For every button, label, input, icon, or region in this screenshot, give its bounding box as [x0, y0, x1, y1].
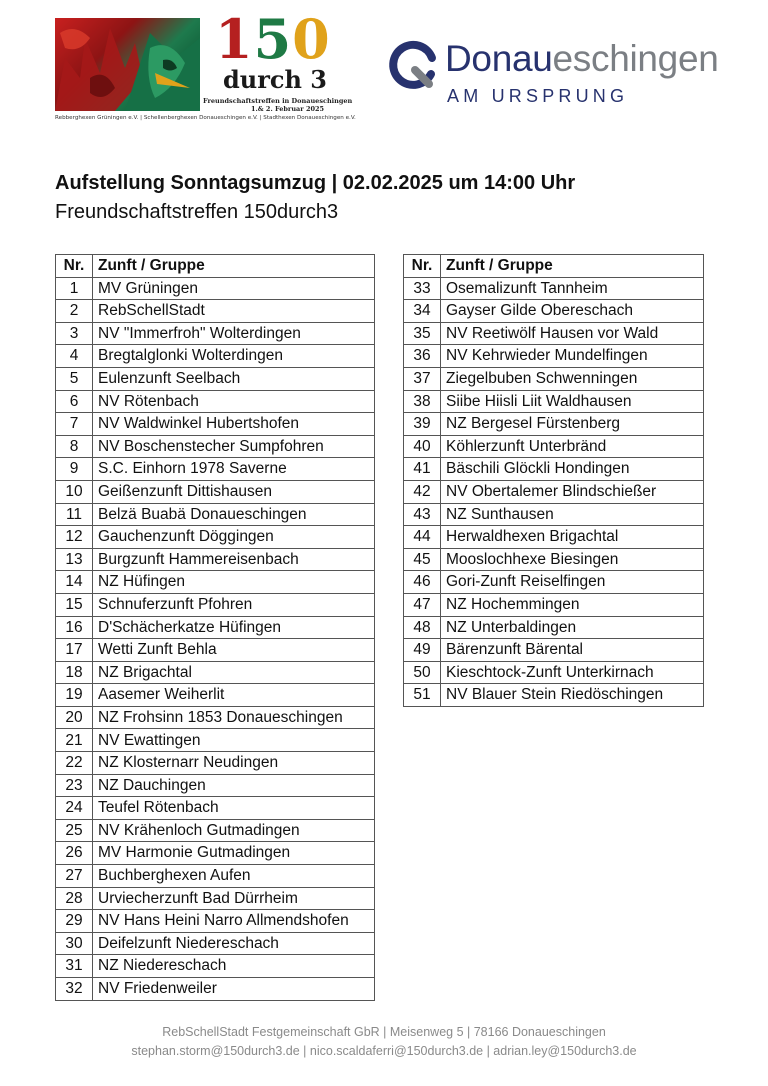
page-subtitle: Freundschaftstreffen 150durch3 [55, 201, 339, 223]
row-number: 25 [56, 819, 93, 842]
digit-1: 1 [215, 7, 254, 71]
table-row [56, 865, 375, 888]
city-tagline: AM URSPRUNG [447, 86, 629, 106]
row-group-name: NZ Sunthausen [441, 503, 704, 526]
row-group-name: NZ Niedereschach [93, 955, 375, 978]
table-row [56, 548, 375, 571]
row-number: 19 [56, 684, 93, 707]
row-number: 7 [56, 413, 93, 436]
row-number: 29 [56, 910, 93, 933]
table-row [404, 322, 704, 345]
row-number: 1 [56, 277, 93, 300]
row-number: 14 [56, 571, 93, 594]
lineup-table-left [55, 254, 375, 1001]
table-row [56, 277, 375, 300]
table-row [56, 458, 375, 481]
table-row [56, 661, 375, 684]
row-number: 38 [404, 390, 441, 413]
table-row [56, 932, 375, 955]
row-number: 30 [56, 932, 93, 955]
row-number: 51 [404, 684, 441, 707]
table-row [404, 277, 704, 300]
table-row [56, 684, 375, 707]
row-group-name: Aasemer Weiherlit [93, 684, 375, 707]
table-row [56, 797, 375, 820]
table-row [404, 367, 704, 390]
row-group-name: NV Friedenweiler [93, 978, 375, 1001]
row-group-name: RebSchellStadt [93, 300, 375, 323]
table-row [404, 345, 704, 368]
table-row [56, 910, 375, 933]
row-number: 43 [404, 503, 441, 526]
row-group-name: NZ Dauchingen [93, 774, 375, 797]
organizing-clubs: Rebberghexen Grüningen e.V. | Schellenberghexen Donaueschingen e.V. | Stadthexen Donaueschingen e.V. [55, 115, 356, 121]
table-row [56, 593, 375, 616]
row-group-name: S.C. Einhorn 1978 Saverne [93, 458, 375, 481]
table-row [56, 729, 375, 752]
table-row [56, 345, 375, 368]
table-header-row [56, 255, 375, 278]
row-number: 50 [404, 661, 441, 684]
row-number: 11 [56, 503, 93, 526]
table-row [404, 571, 704, 594]
row-group-name: NV Waldwinkel Hubertshofen [93, 413, 375, 436]
table-row [404, 548, 704, 571]
table-row [56, 571, 375, 594]
row-group-name: Bäschili Glöckli Hondingen [441, 458, 704, 481]
row-number: 27 [56, 865, 93, 888]
row-number: 23 [56, 774, 93, 797]
row-number: 32 [56, 978, 93, 1001]
row-group-name: NV Boschenstecher Sumpfohren [93, 435, 375, 458]
row-group-name: NZ Hochemmingen [441, 593, 704, 616]
logo-subtitle-line1: Freundschaftstreffen in Donaueschingen [203, 97, 353, 105]
row-group-name: Burgzunft Hammereisenbach [93, 548, 375, 571]
row-group-name: NV Ewattingen [93, 729, 375, 752]
row-group-name: NV Obertalemer Blindschießer [441, 480, 704, 503]
page-title: Aufstellung Sonntagsumzug | 02.02.2025 um 14:00 Uhr [55, 172, 576, 194]
footer-address: RebSchellStadt Festgemeinschaft GbR | Meisenweg 5 | 78166 Donaueschingen [162, 1025, 606, 1039]
row-group-name: Bärenzunft Bärental [441, 639, 704, 662]
row-number: 44 [404, 526, 441, 549]
row-number: 21 [56, 729, 93, 752]
column-header-group: Zunft / Gruppe [93, 255, 375, 278]
row-number: 26 [56, 842, 93, 865]
row-group-name: Mooslochhexe Biesingen [441, 548, 704, 571]
row-group-name: Eulenzunft Seelbach [93, 367, 375, 390]
digit-0: 0 [292, 7, 331, 71]
row-group-name: NV "Immerfroh" Wolterdingen [93, 322, 375, 345]
table-row [404, 639, 704, 662]
row-number: 45 [404, 548, 441, 571]
logo-subtitle-line2: 1.& 2. Februar 2025 [251, 105, 325, 113]
table-header-row [404, 255, 704, 278]
table-row [56, 367, 375, 390]
city-logo [385, 36, 725, 111]
row-group-name: Buchberghexen Aufen [93, 865, 375, 888]
row-number: 8 [56, 435, 93, 458]
logo-number-150 [215, 7, 331, 71]
row-group-name: Wetti Zunft Behla [93, 639, 375, 662]
row-group-name: Geißenzunft Dittishausen [93, 480, 375, 503]
table-row [56, 503, 375, 526]
row-group-name: NZ Frohsinn 1853 Donaueschingen [93, 706, 375, 729]
row-number: 2 [56, 300, 93, 323]
row-number: 13 [56, 548, 93, 571]
table-row [56, 526, 375, 549]
row-number: 28 [56, 887, 93, 910]
table-row [404, 616, 704, 639]
row-number: 17 [56, 639, 93, 662]
table-row [56, 774, 375, 797]
row-number: 36 [404, 345, 441, 368]
row-group-name: NZ Klosternarr Neudingen [93, 752, 375, 775]
row-group-name: Deifelzunft Niedereschach [93, 932, 375, 955]
logo-durch-text: durch 3 [223, 65, 327, 94]
row-group-name: Kieschtock-Zunft Unterkirnach [441, 661, 704, 684]
row-group-name: MV Grüningen [93, 277, 375, 300]
table-row [404, 526, 704, 549]
row-number: 20 [56, 706, 93, 729]
row-number: 35 [404, 322, 441, 345]
table-row [404, 684, 704, 707]
table-row [404, 413, 704, 436]
row-group-name: NZ Hüfingen [93, 571, 375, 594]
table-row [56, 413, 375, 436]
row-group-name: Urviecherzunft Bad Dürrheim [93, 887, 375, 910]
table-row [56, 480, 375, 503]
lineup-table-right [403, 254, 704, 707]
row-group-name: MV Harmonie Gutmadingen [93, 842, 375, 865]
footer-contacts: stephan.storm@150durch3.de | nico.scaldaferri@150durch3.de | adrian.ley@150durch3.de [131, 1044, 637, 1058]
row-number: 24 [56, 797, 93, 820]
row-group-name: NV Reetiwölf Hausen vor Wald [441, 322, 704, 345]
table-row [56, 435, 375, 458]
table-row [404, 480, 704, 503]
row-group-name: Gori-Zunft Reiselfingen [441, 571, 704, 594]
row-group-name: Gauchenzunft Döggingen [93, 526, 375, 549]
row-number: 9 [56, 458, 93, 481]
row-number: 40 [404, 435, 441, 458]
column-header-nr: Nr. [404, 255, 441, 278]
city-name-part2: eschingen [552, 38, 719, 79]
row-group-name: NV Hans Heini Narro Allmendshofen [93, 910, 375, 933]
city-name-part1: Donau [445, 38, 553, 79]
row-number: 5 [56, 367, 93, 390]
row-number: 42 [404, 480, 441, 503]
table-row [56, 390, 375, 413]
row-group-name: NV Krähenloch Gutmadingen [93, 819, 375, 842]
digit-5: 5 [253, 7, 293, 71]
table-row [404, 593, 704, 616]
row-number: 15 [56, 593, 93, 616]
row-group-name: Teufel Rötenbach [93, 797, 375, 820]
table-row [404, 300, 704, 323]
table-row [404, 435, 704, 458]
row-number: 47 [404, 593, 441, 616]
table-row [56, 616, 375, 639]
row-group-name: NZ Bergesel Fürstenberg [441, 413, 704, 436]
row-group-name: Herwaldhexen Brigachtal [441, 526, 704, 549]
row-number: 39 [404, 413, 441, 436]
row-group-name: Bregtalglonki Wolterdingen [93, 345, 375, 368]
table-row [404, 390, 704, 413]
table-row [56, 752, 375, 775]
row-number: 3 [56, 322, 93, 345]
table-row [56, 955, 375, 978]
row-number: 22 [56, 752, 93, 775]
column-header-nr: Nr. [56, 255, 93, 278]
row-group-name: Gayser Gilde Obereschach [441, 300, 704, 323]
row-number: 33 [404, 277, 441, 300]
table-row [56, 978, 375, 1001]
column-header-group: Zunft / Gruppe [441, 255, 704, 278]
row-group-name: Siibe Hiisli Liit Waldhausen [441, 390, 704, 413]
table-row [404, 661, 704, 684]
table-row [404, 458, 704, 481]
table-row [56, 706, 375, 729]
row-group-name: NV Blauer Stein Riedöschingen [441, 684, 704, 707]
row-group-name: Osemalizunft Tannheim [441, 277, 704, 300]
row-number: 31 [56, 955, 93, 978]
row-group-name: Köhlerzunft Unterbränd [441, 435, 704, 458]
row-number: 49 [404, 639, 441, 662]
row-group-name: NV Kehrwieder Mundelfingen [441, 345, 704, 368]
row-number: 41 [404, 458, 441, 481]
row-number: 10 [56, 480, 93, 503]
row-number: 18 [56, 661, 93, 684]
table-row [56, 639, 375, 662]
row-number: 16 [56, 616, 93, 639]
row-group-name: Belzä Buabä Donaueschingen [93, 503, 375, 526]
row-number: 4 [56, 345, 93, 368]
witch-mask-illustration [55, 18, 200, 111]
row-number: 48 [404, 616, 441, 639]
row-number: 6 [56, 390, 93, 413]
table-row [56, 887, 375, 910]
table-row [56, 842, 375, 865]
row-group-name: NV Rötenbach [93, 390, 375, 413]
row-number: 37 [404, 367, 441, 390]
row-number: 46 [404, 571, 441, 594]
table-row [404, 503, 704, 526]
row-group-name: Ziegelbuben Schwenningen [441, 367, 704, 390]
row-number: 12 [56, 526, 93, 549]
city-logo-ring-icon [385, 36, 441, 92]
row-group-name: Schnuferzunft Pfohren [93, 593, 375, 616]
city-name [445, 40, 719, 77]
table-row [56, 300, 375, 323]
table-row [56, 819, 375, 842]
event-logo [55, 7, 356, 128]
table-row [56, 322, 375, 345]
row-number: 34 [404, 300, 441, 323]
row-group-name: NZ Unterbaldingen [441, 616, 704, 639]
row-group-name: NZ Brigachtal [93, 661, 375, 684]
row-group-name: D'Schächerkatze Hüfingen [93, 616, 375, 639]
